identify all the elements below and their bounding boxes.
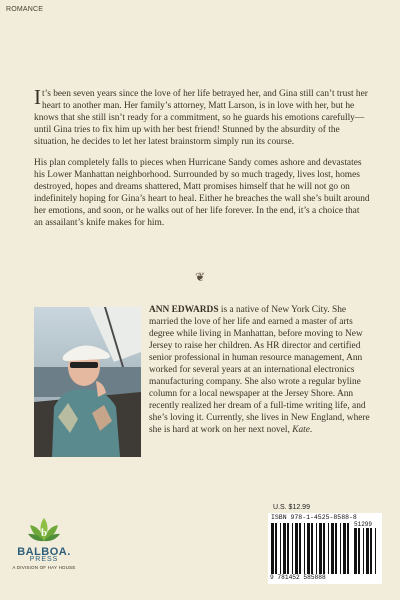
barcode-bar [358,528,360,574]
barcode-bar [375,528,376,574]
barcode-bar [295,523,298,574]
price-label: U.S. $12.99 [273,504,310,511]
barcode-bar [343,523,346,574]
barcode-bar [347,523,349,574]
barcode-bar [280,523,281,574]
barcode-bar [307,523,310,574]
barcode-bar [366,528,369,574]
bio-end-punctuation: . [309,425,313,436]
isbn-label: ISBN 978-1-4525-8588-8 [271,514,357,521]
barcode-bar [354,528,357,574]
barcode-bar [271,523,274,574]
author-photo [34,307,141,457]
ean-label: 9 781452 585888 [270,574,326,581]
logo-letter: b [40,527,48,539]
barcode-bar [331,523,334,574]
author-name: ANN EDWARDS [149,305,219,315]
addon-label: 51299 [354,521,373,528]
barcode-bar [292,523,293,574]
barcode-bar [299,523,301,574]
blurb-paragraph-2: His plan completely falls to pieces when Hurricane Sandy comes ashore and devastates his Lower Manhattan neighborhood. Surrounded by so much tragedy, lives lost, homes destroyed, hopes and dreams shattered, Matt promises himself that he will not go on indefinitely hoping for Gina’s heart to heal. Either he breaches the wall she’s built around her emotions, and soon, or he walks out of her life forever. In the end, it’s a choice that an assailant’s knife makes for him. [34,157,370,229]
drop-cap: I [34,85,41,109]
barcode-bar [283,523,286,574]
barcode-bar [319,523,322,574]
ornament-icon: ❦ [194,270,206,284]
barcode-bar [363,528,364,574]
addon-barcode [354,528,380,574]
lotus-icon [27,517,61,545]
barcode-bar [370,528,372,574]
blurb-paragraph-1 [34,85,370,148]
publisher-sub: PRESS [29,556,59,563]
barcode-bar [275,523,277,574]
author-bio-text: is a native of New York City. She married the love of her life and earned a master of arts degree while living in Manhattan, before moving to New Jersey to raise her children. As HR director and certified senior professional in human resource management, Ann worked for several years at an international electronics manufacturing company. She also wrote a regular byline column for a local newspaper at the Jersey Shore. Ann recently realized her dream of a full-time writing life, and she’s loving it. Currently, she lives in New England, where she is hard at work on her next novel, [149,305,370,436]
genre-label: ROMANCE [6,6,44,13]
barcode [271,523,351,574]
publisher-name: BALBOA. [17,546,71,558]
blurb-paragraph-1-text: t’s been seven years since the love of her life betrayed her, and Gina still can’t trust her heart to another man. Her family’s attorney, Matt Larson, is in love with her, but he knows that she still isn’t ready for a commitment, so he guards his emotions carefully—until Gina tries to fix him up with her best friend! Stunned by the absurdity of the situation, he decides to let her latest brainstorm simply run its course. [34,89,368,148]
barcode-bar [311,523,313,574]
barcode-bar [323,523,325,574]
barcode-bar [316,523,317,574]
publisher-division: A DIVISION OF HAY HOUSE [12,565,76,570]
author-bio [149,304,374,437]
barcode-bar [328,523,329,574]
next-novel-title: Kate [292,425,310,436]
publisher-logo [4,517,84,570]
barcode-bar [335,523,337,574]
barcode-bar [287,523,289,574]
barcode-bar [304,523,305,574]
barcode-box [268,513,382,584]
barcode-bar [340,523,341,574]
blurb [34,85,370,238]
